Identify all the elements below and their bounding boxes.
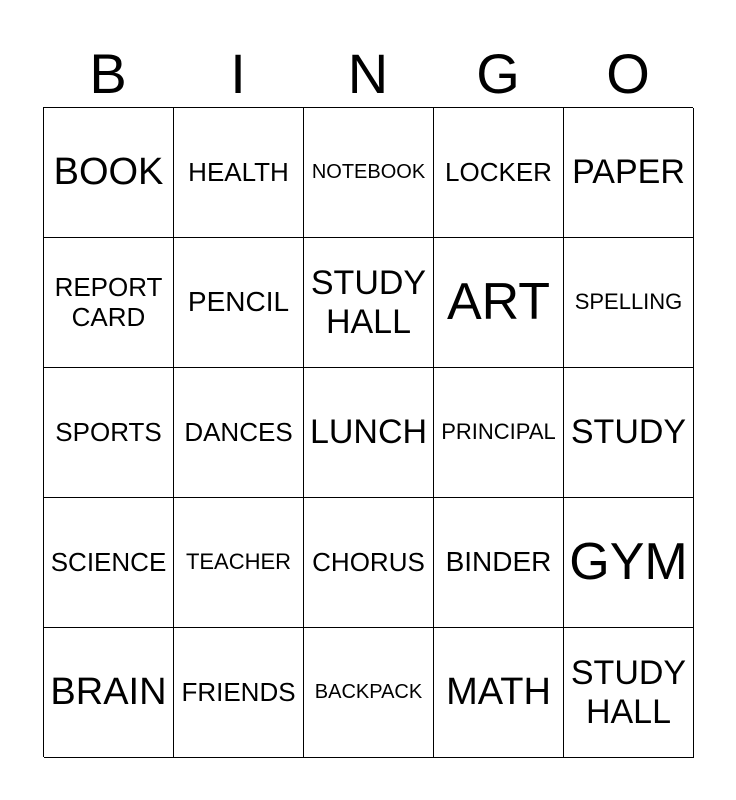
bingo-cell[interactable]: STUDY HALL [564, 628, 694, 758]
bingo-cell[interactable]: GYM [564, 498, 694, 628]
bingo-cell[interactable]: CHORUS [304, 498, 434, 628]
bingo-cell[interactable]: HEALTH [174, 108, 304, 238]
bingo-cell[interactable]: REPORT CARD [44, 238, 174, 368]
bingo-cell[interactable]: NOTEBOOK [304, 108, 434, 238]
bingo-cell[interactable]: LOCKER [434, 108, 564, 238]
bingo-cell[interactable]: SPELLING [564, 238, 694, 368]
bingo-cell[interactable]: BRAIN [44, 628, 174, 758]
bingo-cell[interactable]: STUDY HALL [304, 238, 434, 368]
header-letter-n: N [347, 42, 389, 105]
bingo-board [43, 107, 693, 757]
bingo-cell[interactable]: SPORTS [44, 368, 174, 498]
bingo-cell[interactable]: BACKPACK [304, 628, 434, 758]
header-letter-i: I [230, 42, 246, 105]
bingo-cell[interactable]: BINDER [434, 498, 564, 628]
bingo-cell[interactable]: TEACHER [174, 498, 304, 628]
bingo-header [43, 40, 693, 108]
bingo-cell[interactable]: MATH [434, 628, 564, 758]
bingo-cell[interactable]: PENCIL [174, 238, 304, 368]
header-letter-o: O [606, 42, 650, 105]
header-letter-g: G [476, 42, 520, 105]
bingo-cell[interactable]: PRINCIPAL [434, 368, 564, 498]
bingo-cell[interactable]: BOOK [44, 108, 174, 238]
bingo-cell[interactable]: DANCES [174, 368, 304, 498]
bingo-cell[interactable]: STUDY [564, 368, 694, 498]
bingo-cell[interactable]: LUNCH [304, 368, 434, 498]
bingo-cell[interactable]: FRIENDS [174, 628, 304, 758]
bingo-cell[interactable]: PAPER [564, 108, 694, 238]
bingo-cell[interactable]: ART [434, 238, 564, 368]
header-letter-b: B [89, 42, 127, 105]
bingo-cell[interactable]: SCIENCE [44, 498, 174, 628]
